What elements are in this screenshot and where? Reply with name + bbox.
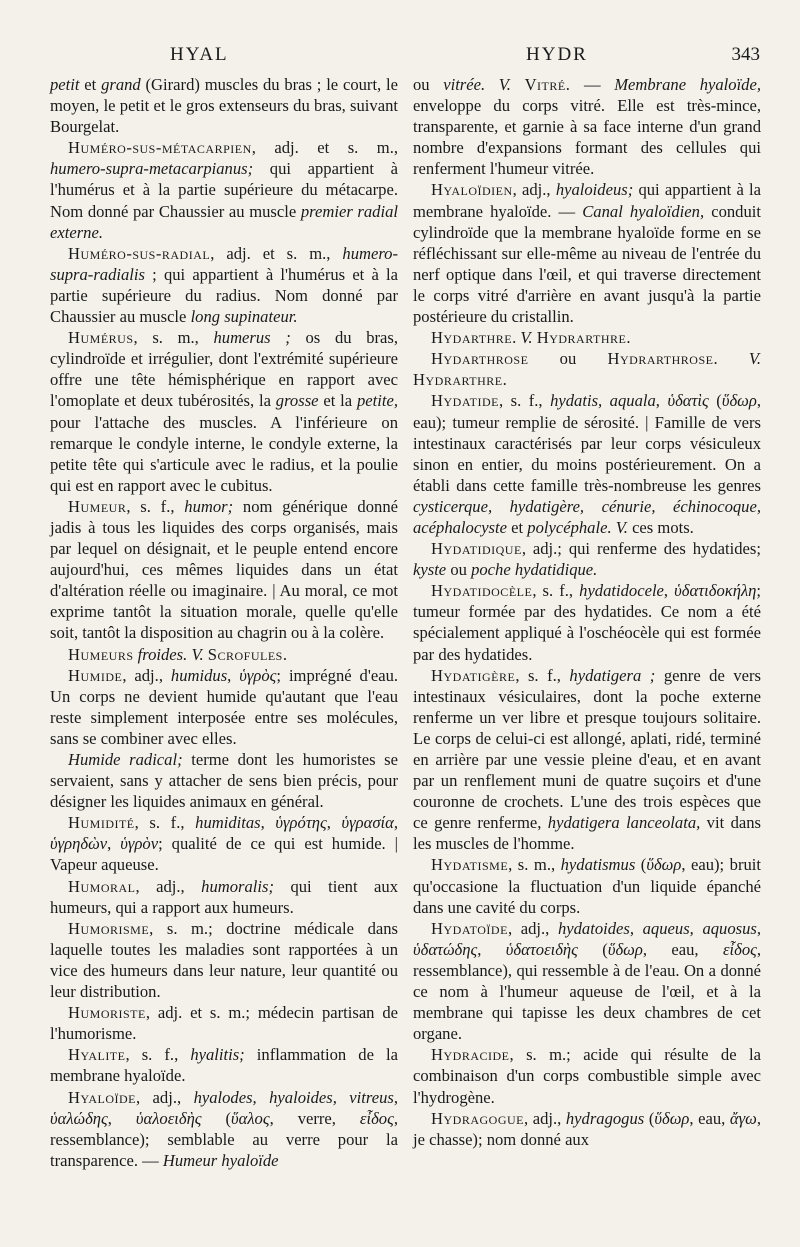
italic-term: petite, xyxy=(356,391,398,411)
entry-text: , xyxy=(260,813,276,833)
entry-text: , ressemblance); semblable au verre pour la transparence. — xyxy=(50,1108,398,1170)
headword: Huméro-sus-métacarpien xyxy=(68,138,252,158)
dictionary-entry xyxy=(413,580,761,664)
entry-text: qui appartient à la membrane hyaloïde. — xyxy=(413,180,762,221)
italic-term: Humeur hyaloïde xyxy=(162,1150,279,1170)
greek-term: ἄγω xyxy=(729,1108,757,1128)
italic-term: hydatis, aquala xyxy=(550,391,656,411)
entry-text: et xyxy=(507,517,528,537)
italic-term: hydatigera ; xyxy=(569,665,656,685)
headword: Hydrarthrose xyxy=(607,349,714,369)
greek-term: ὑγρὸν xyxy=(120,834,159,854)
headword: Humeurs xyxy=(68,644,134,664)
headword: Hydracide xyxy=(431,1045,510,1065)
dictionary-entry xyxy=(50,1087,398,1171)
entry-text: , xyxy=(393,813,399,833)
italic-term: Humide radical; xyxy=(68,750,183,769)
headword: Humorisme xyxy=(68,918,150,938)
dictionary-entry xyxy=(413,390,761,538)
entry-text: ou xyxy=(413,75,444,94)
headword: Hydragogue xyxy=(431,1108,524,1128)
entry-text: vit dans les muscles de l'homme. xyxy=(413,813,761,854)
entry-text: terme dont les humoristes se servaient, sans y attacher de sens bien précis, pour désigner les liquides animaux en général. xyxy=(50,750,398,812)
header-left-guide-word: HYAL xyxy=(170,44,229,65)
italic-term: V. xyxy=(748,349,762,369)
greek-term: ὑαλοειδὴς xyxy=(135,1108,202,1128)
entry-text: os du bras, cylindroïde et irrégulier, dont l'extrémité supérieure offre une tête hémisphérique en rapport avec l'omoplate et deux tubérosités, la xyxy=(50,328,398,411)
headword: Hydatide xyxy=(431,391,499,411)
italic-term: humerus ; xyxy=(213,328,291,348)
greek-term: ὕδωρ xyxy=(654,1108,690,1128)
entry-text: , adj., xyxy=(122,665,171,685)
italic-term: V. xyxy=(520,328,533,348)
entry-text: , s. m.; acide qui résulte de la combinaison d'un corps combustible simple avec l'hydrogène. xyxy=(413,1045,761,1107)
greek-term: ὑαλώδης xyxy=(50,1108,108,1128)
dictionary-entry xyxy=(413,1044,761,1107)
dictionary-entry xyxy=(413,74,761,179)
headword: Vitré. xyxy=(524,75,571,94)
entry-text: enveloppe du corps vitré. Elle est très-mince, transparente, et garnie à sa face interne d'un grand nombre d'expansions formant des cellules qui renferment l'humeur vitrée. xyxy=(413,96,761,179)
entry-text: , xyxy=(107,1108,136,1128)
italic-term: Membrane hyaloïde, xyxy=(614,75,761,94)
italic-term: Canal hyaloïdien, xyxy=(582,201,705,221)
entry-text: inflammation de la membrane hyaloïde. xyxy=(50,1045,398,1086)
entry-text: ces mots. xyxy=(627,517,694,537)
entry-text: ou xyxy=(528,349,608,369)
italic-term: hydatoides, aqueus, aquosus xyxy=(557,918,757,938)
entry-text xyxy=(511,75,525,94)
entry-text: ( xyxy=(201,1108,232,1128)
entry-text: qui tient aux humeurs, qui a rapport aux humeurs. xyxy=(50,876,399,917)
entry-text: , s. f., xyxy=(498,391,551,411)
italic-term: cysticerque, hydatigère, cénurie, échinocoque, acéphalocyste xyxy=(413,496,761,537)
dictionary-entry xyxy=(413,854,761,917)
headword: Humoriste xyxy=(68,1003,146,1023)
entry-text: nom générique donné jadis à tous les liquides des corps organisés, mais par lequel on désignait, et le peuple entend encore aujourd'hui, ces mêmes liquides dans un état d'altération réelle ou imaginaire. | Au moral, ce mot exprime tantôt la situation morale, quelle qu'elle soit, tantôt la disposition au chagrin ou à la colère. xyxy=(50,496,398,643)
entry-text: — xyxy=(570,75,615,94)
dictionary-entry xyxy=(50,243,398,327)
italic-term: V. xyxy=(498,75,511,94)
dictionary-entry xyxy=(50,74,398,137)
italic-term: long supinateur. xyxy=(190,307,298,327)
italic-term: hyalitis; xyxy=(190,1045,245,1065)
italic-term: hydragogus xyxy=(565,1108,645,1128)
headword: Humérus xyxy=(68,328,134,348)
entry-text: ( xyxy=(708,391,722,411)
entry-text: , adj., xyxy=(512,180,556,200)
greek-term: ὑγρότης xyxy=(275,813,327,833)
entry-text: , s. m., xyxy=(133,328,214,348)
headword: Hydarthrose xyxy=(431,349,529,369)
entry-text: qui appartient à l'humérus et à la partie supérieure du métacarpe. Nom donné par Chaussier au muscle xyxy=(50,159,398,221)
headword: Humoral xyxy=(68,876,136,896)
greek-term: ὑδατὶς xyxy=(667,391,709,411)
headword: Hydrarthre. xyxy=(413,370,508,390)
entry-text: , eau); bruit qu'occasione la fluctuation d'un liquide épanché dans une cavité du corps. xyxy=(413,855,761,917)
dictionary-entry xyxy=(50,327,398,496)
headword: Humeur xyxy=(68,496,127,516)
italic-term: hydatidocele xyxy=(579,581,664,601)
entry-text: , s. m.; doctrine médicale dans laquelle toutes les maladies sont rapportées à un vice des humeurs dans leur nature, leur quantité ou leur distribution. xyxy=(50,918,398,1002)
entry-text: , adj., xyxy=(135,1087,194,1107)
greek-term: ὑγρασία xyxy=(341,813,394,833)
running-header xyxy=(48,44,760,70)
italic-term: petit xyxy=(50,75,80,94)
headword: Scrofules. xyxy=(207,644,288,664)
entry-text: , adj. et s. m., xyxy=(251,138,398,158)
entry-text: , xyxy=(107,834,121,854)
entry-text: , xyxy=(227,665,240,685)
italic-term: humor; xyxy=(184,496,234,516)
headword: Hydatisme xyxy=(431,855,509,875)
greek-term: ὑδατώδης xyxy=(413,939,478,959)
dictionary-entry xyxy=(50,137,398,242)
greek-term: ὕδωρ xyxy=(646,855,682,875)
greek-term: ὑγρὸς xyxy=(239,665,277,685)
italic-term: poche hydatidique. xyxy=(471,560,598,580)
entry-text: (Girard) muscles du bras ; le court, le moyen, le petit et le gros extenseurs du bras, suivant Bourgelat. xyxy=(50,75,398,137)
entry-text: , eau, xyxy=(642,939,723,959)
entry-text: , xyxy=(655,391,668,411)
entry-text: , verre, xyxy=(269,1108,360,1128)
greek-term: ὕδωρ xyxy=(721,391,757,411)
italic-term: vitrée. xyxy=(443,75,486,94)
entry-text: , eau, xyxy=(689,1108,730,1128)
left-column xyxy=(50,74,398,1171)
italic-term: hyalodes, hyaloides, vitreus xyxy=(193,1087,394,1107)
entry-text: ( xyxy=(644,1108,655,1128)
dictionary-entry xyxy=(50,749,398,812)
italic-term: froides. xyxy=(137,644,188,664)
header-right-guide-word: HYDR xyxy=(526,44,588,65)
italic-term: humero-supra-metacarpianus; xyxy=(50,159,254,179)
entry-text: , xyxy=(393,1087,398,1107)
greek-term: εἶδος xyxy=(722,939,757,959)
greek-term: εἶδος xyxy=(359,1108,394,1128)
dictionary-entry xyxy=(50,812,398,875)
dictionary-entry xyxy=(413,348,761,390)
entry-text: . xyxy=(713,349,749,369)
entry-text: ; qualité de ce qui est humide. | Vapeur aqueuse. xyxy=(50,834,399,875)
greek-term: ὑγρηδὼν xyxy=(50,834,108,854)
entry-text: , s. f., xyxy=(125,1045,191,1065)
entry-text: , xyxy=(663,581,675,601)
entry-text: , xyxy=(756,918,761,938)
entry-text: . xyxy=(512,328,521,348)
entry-text: ; tumeur formée par des hydatides. Ce nom a été spécialement appliqué à l'oschéocèle qui est formée par des hydatides. xyxy=(413,581,761,664)
entry-text: , adj. et s. m., xyxy=(210,243,343,263)
dictionary-entry xyxy=(50,918,398,1002)
entry-text: , eau); tumeur remplie de sérosité. | Famille de vers intestinaux caractérisés par leur corps vésiculeux sinon en entier, du moins postérieurement. On a établi dans cette famille très-nombreuse les genres xyxy=(413,391,761,495)
entry-text: , adj., xyxy=(523,1108,566,1128)
entry-text: ( xyxy=(635,855,647,875)
headword: Hydatidocèle xyxy=(431,581,533,601)
entry-text: , s. m., xyxy=(508,855,561,875)
italic-term: premier radial externe. xyxy=(50,201,398,242)
headword: Hydarthre xyxy=(431,328,513,348)
entry-text: , adj. et s. m.; médecin partisan de l'humorisme. xyxy=(50,1003,398,1044)
headword: Hydatoïde xyxy=(431,918,508,938)
italic-term: humiditas xyxy=(195,813,261,833)
dictionary-entry xyxy=(50,1002,398,1044)
headword: Hyalite xyxy=(68,1045,126,1065)
entry-text: ; imprégné d'eau. Un corps ne devient humide qu'autant que l'eau reste simplement interposée entre ses molécules, sans se combiner avec elles. xyxy=(50,665,399,748)
entry-text: ou xyxy=(446,560,472,580)
right-column xyxy=(413,74,761,1150)
italic-term: V. xyxy=(191,644,204,664)
dictionary-entry xyxy=(413,538,761,580)
italic-term: grosse xyxy=(275,391,319,411)
entry-text: , xyxy=(326,813,342,833)
dictionary-entry xyxy=(50,1044,398,1086)
entry-text: , s. f., xyxy=(126,496,185,516)
entry-text: et la xyxy=(318,391,357,411)
dictionary-entry xyxy=(50,644,398,665)
italic-term: kyste xyxy=(413,560,447,580)
headword: Humide xyxy=(68,665,123,685)
greek-term: ὑδατοειδὴς xyxy=(505,939,578,959)
italic-term: humero-supra-radialis xyxy=(50,243,398,284)
entry-text: , ressemblance), qui ressemble à de l'eau. On a donné ce nom à l'humeur aqueuse de l'œil, et à la membrane qui tapisse les deux chambres de cet organe. xyxy=(413,939,762,1044)
entry-text: conduit cylindroïde que la membrane hyaloïde forme en se réfléchissant sur elle-même au niveau de l'entrée du nerf optique dans l'œil, et qui traverse directement le corps vitré d'arrière en avant jusqu'à la partie postérieure du cristallin. xyxy=(413,201,761,327)
dictionary-entry xyxy=(50,876,398,918)
headword: Hyaloïdien xyxy=(431,180,513,200)
headword: Huméro-sus-radial xyxy=(68,243,211,263)
dictionary-entry xyxy=(50,496,398,644)
entry-text: , adj.; qui renferme des hydatides; xyxy=(521,539,761,559)
italic-term: grand xyxy=(101,75,141,94)
entry-text: , s. f., xyxy=(532,581,580,601)
entry-text: , s. f., xyxy=(134,813,196,833)
page-number: 343 xyxy=(731,44,760,65)
entry-text: et xyxy=(79,75,102,94)
italic-term: polycéphale. xyxy=(527,517,612,537)
headword: Hyaloïde xyxy=(68,1087,136,1107)
italic-term: humoralis; xyxy=(201,876,274,896)
dictionary-entry xyxy=(413,918,761,1045)
italic-term: hydatismus xyxy=(560,855,636,875)
dictionary-entry xyxy=(413,179,761,327)
greek-term: ὕαλος xyxy=(231,1108,270,1128)
entry-text: , s. f., xyxy=(515,665,570,685)
entry-text: pour l'attache des muscles. A l'inférieure on remarque le condyle interne, le condyle externe, la petite tête qui s'articule avec le radius, et la poulie qui est en rapport avec le cubitus. xyxy=(50,412,398,495)
headword: Hydatidique xyxy=(431,539,522,559)
entry-text: , xyxy=(477,939,506,959)
italic-term: hydatigera lanceolata, xyxy=(547,813,701,833)
entry-text: genre de vers intestinaux vésiculaires, dont la poche externe renferme un ver libre et presque toujours solitaire. Le corps de celui-ci est allongé, aplati, ridé, terminé en arrière par une vessie pleine d'eau, et en avant par un renflement muni de quatre suçoirs et d'une couronne de crochets. L'une des trois espèces que ce genre renferme, xyxy=(413,665,761,833)
dictionary-entry xyxy=(413,1108,761,1150)
dictionary-entry xyxy=(413,327,761,348)
entry-text: , adj., xyxy=(135,876,202,896)
italic-term: humidus xyxy=(170,665,228,685)
greek-term: ὑδατιδοκήλη xyxy=(674,581,757,601)
headword: Hydatigère xyxy=(431,665,516,685)
entry-text: , je chasse); nom donné aux xyxy=(413,1108,761,1149)
entry-text xyxy=(485,75,499,94)
dictionary-entry xyxy=(413,665,761,855)
entry-text: , adj., xyxy=(507,918,558,938)
entry-text: ( xyxy=(577,939,608,959)
italic-term: hyaloideus; xyxy=(555,180,634,200)
dictionary-entry xyxy=(50,665,398,749)
headword: Hydrarthre. xyxy=(536,328,631,348)
italic-term: V. xyxy=(615,517,628,537)
greek-term: ὕδωρ xyxy=(607,939,643,959)
entry-text: ; qui appartient à l'humérus et à la partie supérieure du radius. Nom donné par Chaussier au muscle xyxy=(50,264,398,327)
headword: Humidité xyxy=(68,813,135,833)
